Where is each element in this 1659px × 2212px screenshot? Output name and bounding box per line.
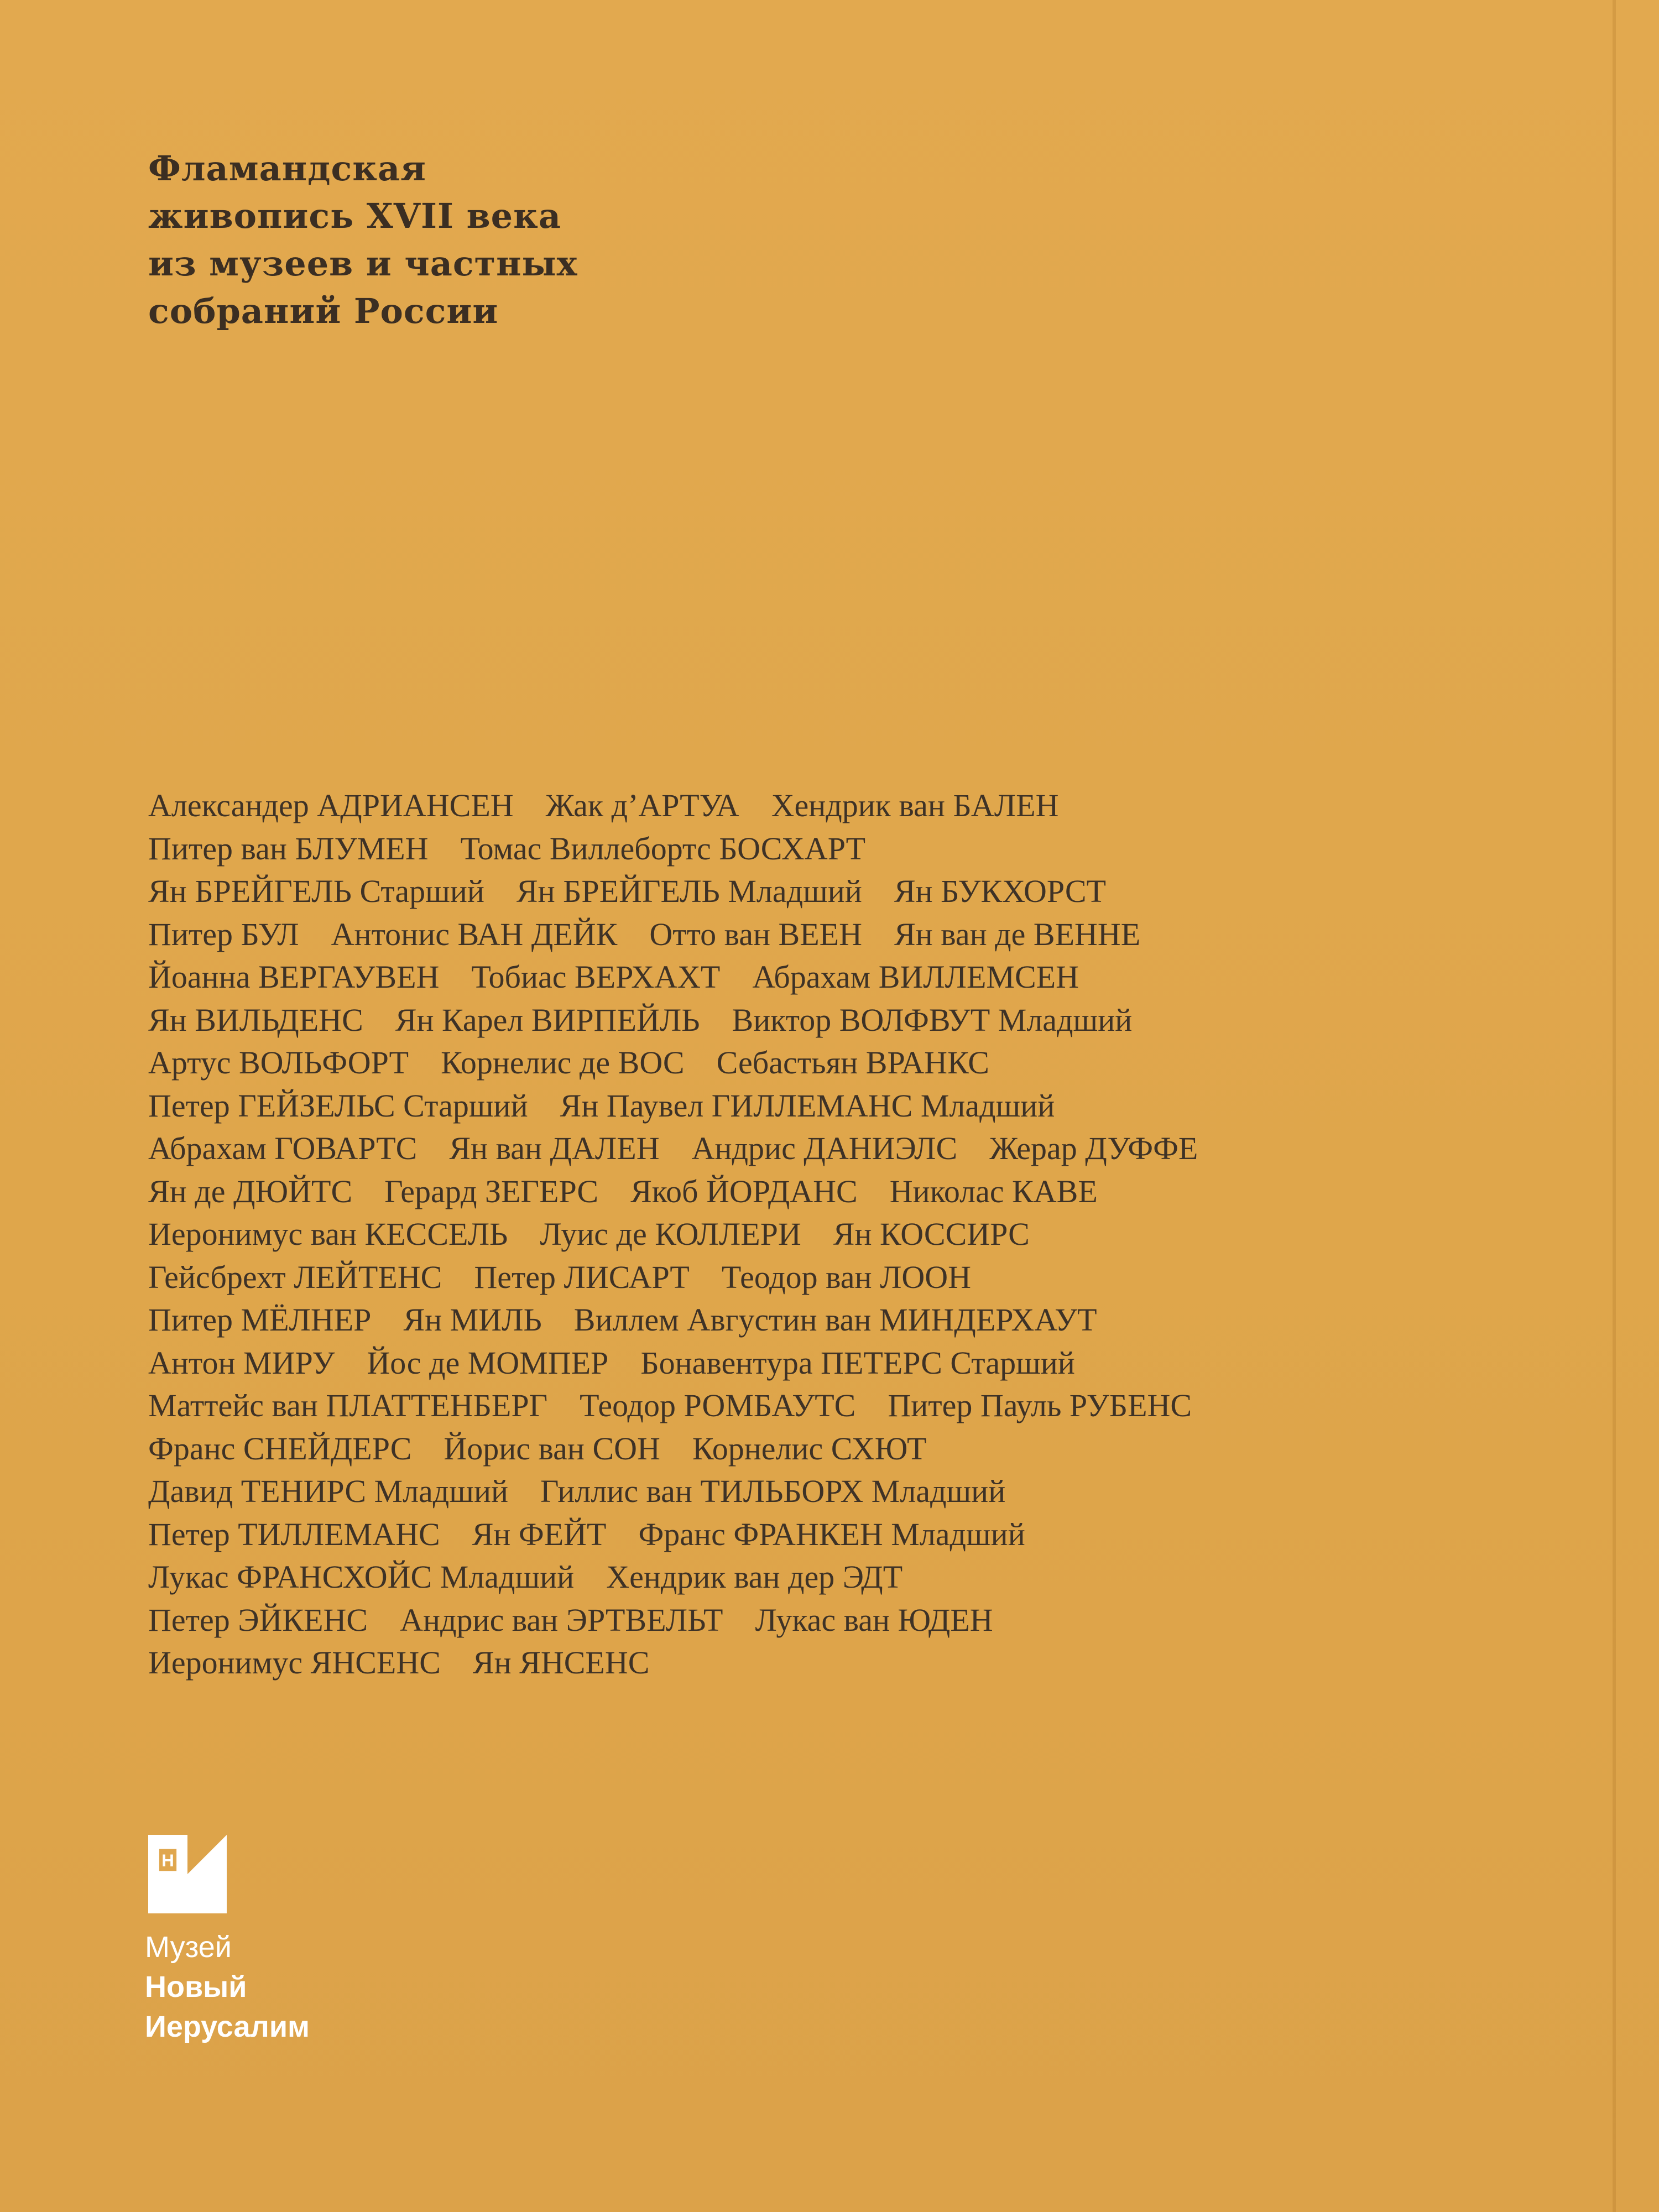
artist-name: Жерар ДУФФЕ <box>989 1130 1198 1166</box>
artist-name: Гейсбрехт ЛЕЙТЕНС <box>148 1259 442 1295</box>
title-line: собраний России <box>148 291 499 331</box>
title-line: Фламандская <box>148 148 426 189</box>
artist-row <box>148 1470 1531 1513</box>
artist-name: Николас КАВЕ <box>889 1173 1098 1209</box>
artist-name: Андрис ван ЭРТВЕЛЬТ <box>400 1601 723 1638</box>
artist-name: Петер ЛИСАРТ <box>474 1259 690 1295</box>
artist-name: Петер ТИЛЛЕМАНС <box>148 1516 440 1552</box>
artist-name: Корнелис де ВОС <box>441 1045 685 1081</box>
artist-row <box>148 784 1531 827</box>
artist-name: Хендрик ван дер ЭДТ <box>606 1559 903 1595</box>
artist-row <box>148 1213 1531 1256</box>
artist-name: Маттейс ван ПЛАТТЕНБЕРГ <box>148 1387 548 1423</box>
artist-row <box>148 1127 1531 1170</box>
artist-name: Ян ЯНСЕНС <box>472 1645 650 1681</box>
publisher-name <box>145 1927 310 2047</box>
artist-row <box>148 1256 1531 1299</box>
artist-name: Отто ван ВЕЕН <box>649 916 862 952</box>
artist-name: Ян ФЕЙТ <box>472 1516 607 1552</box>
artist-row <box>148 1641 1531 1684</box>
artist-name: Ян КОССИРС <box>833 1216 1030 1252</box>
artist-name: Ян БРЕЙГЕЛЬ Старший <box>148 873 484 909</box>
artist-name: Ян де ДЮЙТС <box>148 1173 353 1209</box>
artist-name: Питер БУЛ <box>148 916 299 952</box>
artist-name: Хендрик ван БАЛЕН <box>771 787 1059 823</box>
artist-name: Андрис ДАНИЭЛС <box>691 1130 958 1166</box>
artist-name: Йос де МОМПЕР <box>367 1344 609 1381</box>
artist-name: Иеронимус ван КЕССЕЛЬ <box>148 1216 508 1252</box>
artist-name: Петер ЭЙКЕНС <box>148 1601 368 1638</box>
book-title <box>148 145 812 335</box>
artist-name: Ян МИЛЬ <box>403 1302 542 1338</box>
artist-name: Ян Паувел ГИЛЛЕМАНС Младший <box>560 1087 1055 1124</box>
artist-row <box>148 1384 1531 1427</box>
artist-name: Лукас ФРАНСХОЙС Младший <box>148 1559 575 1595</box>
artist-name: Антон МИРУ <box>148 1344 335 1381</box>
publisher-line: Музей <box>145 1931 232 1964</box>
artist-name: Корнелис СХЮТ <box>692 1430 927 1467</box>
artist-row <box>148 827 1531 870</box>
artist-row <box>148 1170 1531 1213</box>
artist-name: Тобиас ВЕРХАХТ <box>471 959 721 995</box>
artist-list <box>148 784 1531 1684</box>
artist-name: Александер АДРИАНСЕН <box>148 787 514 823</box>
artist-name: Ян ван де ВЕННЕ <box>894 916 1141 952</box>
artist-name: Питер Пауль РУБЕНС <box>888 1387 1192 1423</box>
artist-name: Абрахам ГОВАРТС <box>148 1130 418 1166</box>
artist-name: Себастьян ВРАНКС <box>716 1045 989 1081</box>
artist-name: Ян БРЕЙГЕЛЬ Младший <box>516 873 862 909</box>
title-line: из музеев и частных <box>148 243 578 284</box>
artist-name: Ян ВИЛЬДЕНС <box>148 1001 363 1038</box>
artist-row <box>148 1427 1531 1470</box>
artist-row <box>148 1556 1531 1599</box>
artist-name: Иеронимус ЯНСЕНС <box>148 1645 441 1681</box>
artist-row <box>148 1298 1531 1342</box>
artist-name: Абрахам ВИЛЛЕМСЕН <box>752 959 1079 995</box>
artist-name: Ян Карел ВИРПЕЙЛЬ <box>395 1001 700 1038</box>
artist-row <box>148 1599 1531 1642</box>
artist-name: Ян ван ДАЛЕН <box>449 1130 660 1166</box>
artist-row <box>148 999 1531 1042</box>
artist-name: Артус ВОЛЬФОРТ <box>148 1045 409 1081</box>
artist-name: Антонис ВАН ДЕЙК <box>331 916 618 952</box>
title-line: живопись XVII века <box>148 196 562 236</box>
artist-name: Давид ТЕНИРС Младший <box>148 1473 509 1509</box>
artist-name: Герард ЗЕГЕРС <box>384 1173 599 1209</box>
artist-name: Петер ГЕЙЗЕЛЬС Старший <box>148 1087 528 1124</box>
artist-row <box>148 870 1531 913</box>
new-jerusalem-museum-logo-icon <box>148 1835 227 1913</box>
artist-name: Йоанна ВЕРГАУВЕН <box>148 959 440 995</box>
artist-name: Йорис ван СОН <box>444 1430 660 1467</box>
artist-row <box>148 956 1531 999</box>
publisher-line: Новый <box>145 1970 247 2004</box>
artist-name: Питер МЁЛНЕР <box>148 1302 372 1338</box>
artist-name: Виллем Августин ван МИНДЕРХАУТ <box>573 1302 1097 1338</box>
artist-name: Бонавентура ПЕТЕРС Старший <box>640 1344 1075 1381</box>
artist-name: Жак д’АРТУА <box>545 787 739 823</box>
logo-letter: Н <box>161 1850 174 1870</box>
artist-row <box>148 913 1531 956</box>
artist-row <box>148 1513 1531 1556</box>
artist-row <box>148 1342 1531 1385</box>
cover-edge-shadow <box>1613 0 1616 2212</box>
artist-name: Ян БУКХОРСТ <box>894 873 1107 909</box>
publisher-line: Иерусалим <box>145 2010 310 2043</box>
artist-name: Луис де КОЛЛЕРИ <box>540 1216 801 1252</box>
artist-name: Томас Виллебортс БОСХАРТ <box>460 830 866 867</box>
artist-name: Якоб ЙОРДАНС <box>630 1173 858 1209</box>
artist-name: Лукас ван ЮДЕН <box>755 1601 993 1638</box>
artist-name: Теодор ван ЛООН <box>721 1259 972 1295</box>
artist-name: Гиллис ван ТИЛЬБОРХ Младший <box>540 1473 1006 1509</box>
artist-name: Франс СНЕЙДЕРС <box>148 1430 412 1467</box>
artist-row <box>148 1041 1531 1084</box>
artist-name: Питер ван БЛУМЕН <box>148 830 429 867</box>
artist-row <box>148 1084 1531 1128</box>
artist-name: Виктор ВОЛФВУТ Младший <box>732 1001 1133 1038</box>
artist-name: Франс ФРАНКЕН Младший <box>638 1516 1025 1552</box>
artist-name: Теодор РОМБАУТС <box>580 1387 856 1423</box>
